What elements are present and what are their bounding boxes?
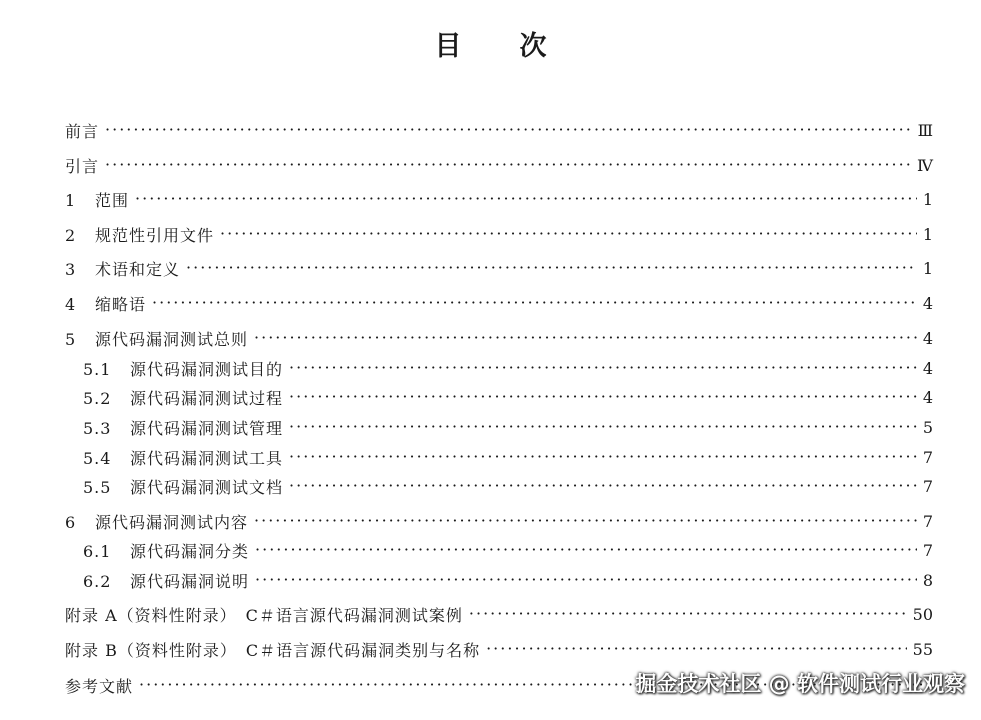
- toc-title: 源代码漏洞测试目的: [130, 359, 284, 379]
- toc-label: [65, 223, 214, 246]
- toc-entry-5[interactable]: [0, 324, 981, 352]
- toc-label: [83, 446, 283, 469]
- toc-leader-dots: [186, 258, 917, 278]
- toc-entry-5-2[interactable]: [0, 383, 981, 411]
- toc-leader-dots: [255, 540, 917, 560]
- toc-entry-6-2[interactable]: [0, 566, 981, 594]
- toc-number: 5.2: [83, 388, 112, 408]
- toc-number: 4: [65, 294, 77, 314]
- toc-entry-appendix-b[interactable]: [0, 635, 981, 663]
- toc-leader-dots: [486, 639, 907, 659]
- toc-entry-5-4[interactable]: [0, 443, 981, 471]
- toc-page-number: 8: [922, 570, 933, 590]
- toc-leader-dots: [135, 189, 917, 209]
- toc-label: 参考文献: [65, 676, 134, 696]
- toc-entry-5-5[interactable]: [0, 472, 981, 500]
- toc-number: 5.3: [83, 418, 112, 438]
- toc-entry-2[interactable]: [0, 220, 981, 248]
- toc-title: 范围: [95, 190, 130, 210]
- toc-number: 5.1: [83, 359, 112, 379]
- toc-title: 源代码漏洞测试过程: [130, 388, 284, 408]
- toc-title: 源代码漏洞测试文档: [130, 477, 284, 497]
- toc-label: 前言: [65, 121, 100, 141]
- toc-leader-dots: [152, 293, 917, 313]
- toc-page-number: 4: [922, 293, 933, 313]
- toc-title: 源代码漏洞测试管理: [130, 418, 284, 438]
- toc-title: 源代码漏洞测试总则: [95, 329, 249, 349]
- toc-number: 3: [65, 259, 77, 279]
- toc-number: 5: [65, 329, 77, 349]
- toc-page-number: 50: [912, 604, 933, 624]
- toc-title: 源代码漏洞分类: [130, 541, 250, 561]
- toc-entry-1[interactable]: [0, 185, 981, 213]
- toc-title: 缩略语: [95, 294, 147, 314]
- toc-number: 6.2: [83, 571, 112, 591]
- toc-label: [83, 416, 283, 439]
- toc-page-number: 1: [922, 189, 933, 209]
- toc-leader-dots: [105, 155, 911, 175]
- toc-leader-dots: [289, 358, 917, 378]
- toc-leader-dots: [289, 417, 917, 437]
- toc-page-number: 7: [922, 447, 933, 467]
- toc-page-number: 4: [922, 358, 933, 378]
- toc-entry-introduction[interactable]: [0, 151, 981, 179]
- toc-label: [65, 327, 248, 350]
- toc-label: [65, 257, 180, 280]
- toc-entry-6-1[interactable]: [0, 536, 981, 564]
- toc-number: 1: [65, 190, 77, 210]
- toc-number: 5.4: [83, 448, 112, 468]
- toc-title: 术语和定义: [95, 259, 181, 279]
- toc-entry-foreword[interactable]: [0, 116, 981, 144]
- toc-leader-dots: [289, 447, 917, 467]
- toc-label: 附录 A（资料性附录） C＃语言源代码漏洞测试案例: [65, 605, 463, 625]
- toc-entry-3[interactable]: [0, 254, 981, 282]
- toc-leader-dots: [289, 476, 917, 496]
- toc-label: [83, 569, 249, 592]
- toc-page-number: 7: [922, 511, 933, 531]
- toc-page-number: 7: [922, 476, 933, 496]
- toc-title: 源代码漏洞说明: [130, 571, 250, 591]
- toc-page-number: 7: [922, 540, 933, 560]
- toc-label: [83, 475, 283, 498]
- toc-page-number: 55: [912, 639, 933, 659]
- toc-page-number: 1: [922, 258, 933, 278]
- toc-label: [65, 510, 248, 533]
- toc-leader-dots: [469, 604, 907, 624]
- toc-label: [65, 188, 129, 211]
- toc-entry-5-3[interactable]: [0, 413, 981, 441]
- toc-entry-appendix-a[interactable]: [0, 600, 981, 628]
- toc-page-number: 5: [922, 417, 933, 437]
- toc-page-number: Ⅲ: [917, 120, 933, 140]
- title-char-1: 目: [434, 31, 462, 62]
- toc-label: [83, 539, 249, 562]
- toc-number: 5.5: [83, 477, 112, 497]
- toc-leader-dots: [254, 511, 917, 531]
- title-char-2: 次: [519, 31, 547, 62]
- toc-title: 源代码漏洞测试工具: [130, 448, 284, 468]
- toc-leader-dots: [254, 328, 917, 348]
- toc-label: [83, 386, 283, 409]
- toc-leader-dots: [105, 120, 912, 140]
- toc-title: 源代码漏洞测试内容: [95, 512, 249, 532]
- toc-page-number: Ⅳ: [917, 155, 933, 175]
- toc-page-number: 4: [922, 387, 933, 407]
- toc-number: 6.1: [83, 541, 112, 561]
- toc-label: [65, 292, 146, 315]
- watermark: 掘金技术社区 @ 软件测试行业观察: [635, 672, 965, 696]
- toc-number: 2: [65, 225, 77, 245]
- toc-leader-dots: [289, 387, 917, 407]
- toc-label: 引言: [65, 156, 100, 176]
- toc-label: [83, 357, 283, 380]
- toc-page-number: 4: [922, 328, 933, 348]
- toc-title: 规范性引用文件: [95, 225, 215, 245]
- toc-entry-5-1[interactable]: [0, 354, 981, 382]
- toc-entry-4[interactable]: [0, 289, 981, 317]
- toc-page-number: 1: [922, 224, 933, 244]
- toc-leader-dots: [220, 224, 917, 244]
- toc-number: 6: [65, 512, 77, 532]
- toc-entry-6[interactable]: [0, 507, 981, 535]
- toc-leader-dots: [255, 570, 917, 590]
- toc-label: 附录 B（资料性附录） C＃语言源代码漏洞类别与名称: [65, 640, 481, 660]
